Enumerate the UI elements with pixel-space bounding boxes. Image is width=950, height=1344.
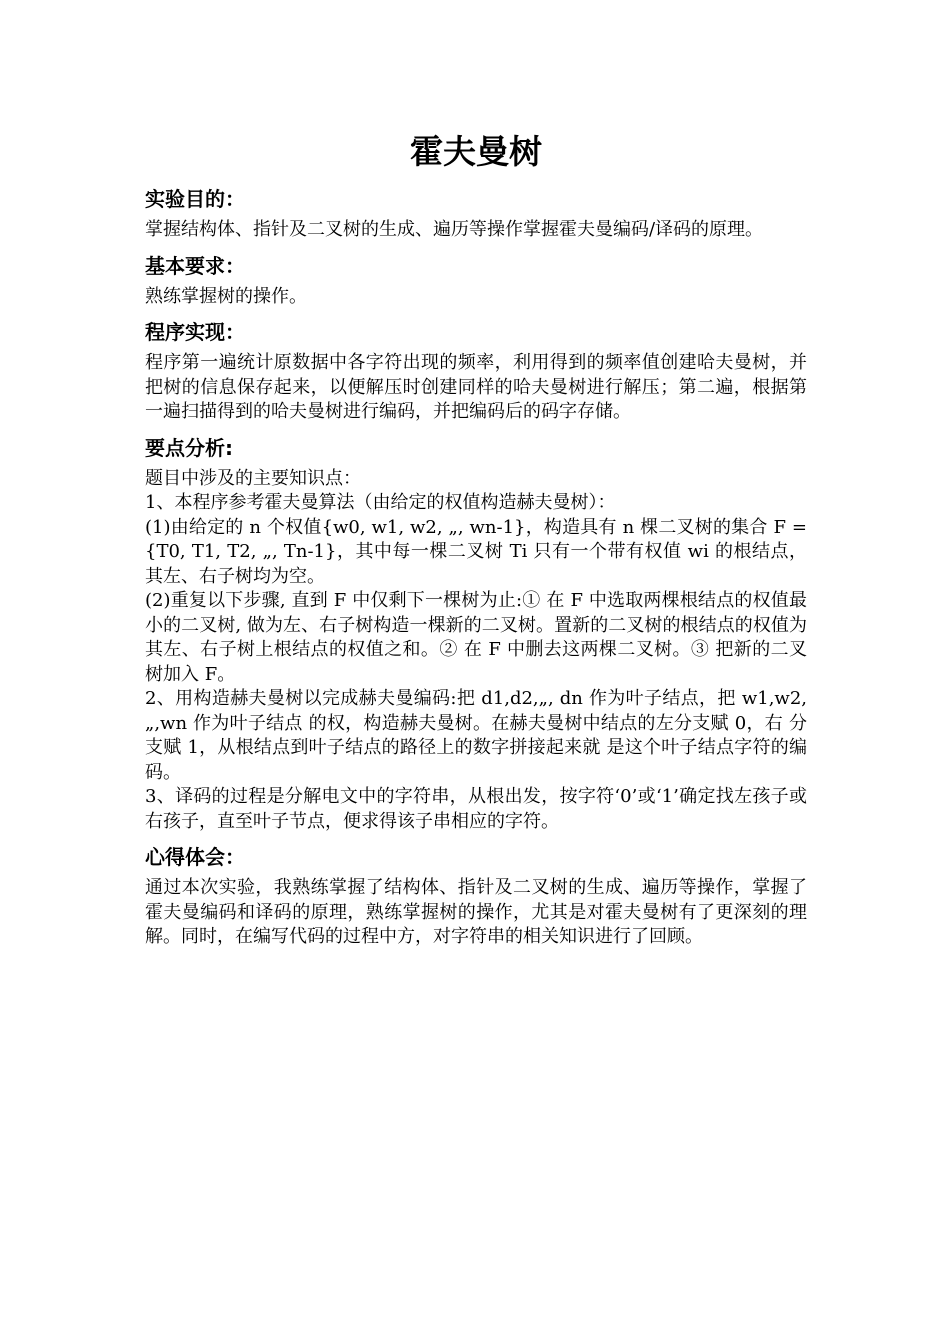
document-page [145, 128, 807, 950]
section-heading: 基本要求： [145, 253, 245, 278]
section-heading: 实验目的： [145, 187, 245, 211]
section-paragraph: (2)重复以下步骤, 直到 F 中仅剩下一棵树为止:① 在 F 中选取两棵根结点的权值最小的二叉树, 做为左、右子树构造一棵新的二叉树。置新的二叉树的根结点的权值为其左、右子树上根结点的权值之和。② 在 F 中删去这两棵二叉树。③ 把新的二叉树加入 F。 [145, 590, 807, 685]
section-purpose [145, 184, 807, 243]
section-requirements [145, 251, 807, 310]
section-paragraph: 3、译码的过程是分解电文中的字符串，从根出发，按字符‘0’或‘1’确定找左孩子或右孩子，直至叶子节点，便求得该子串相应的字符。 [145, 786, 807, 832]
section-implementation [145, 317, 807, 425]
section-paragraph: (1)由给定的 n 个权值{w0, w1, w2, „, wn-1}，构造具有 n 棵二叉树的集合 F ={T0, T1, T2, „, Tn-1}，其中每一棵二叉树 Ti 只有一个带有权值 wi 的根结点，其左、右子树均为空。 [145, 516, 807, 587]
section-paragraph: 1、本程序参考霍夫曼算法（由给定的权值构造赫夫曼树）： [145, 492, 616, 513]
page-title: 霍夫曼树 [410, 132, 542, 171]
section-reflection [145, 842, 807, 950]
section-analysis [145, 433, 807, 835]
section-paragraph: 题目中涉及的主要知识点： [145, 467, 361, 489]
section-paragraph: 2、用构造赫夫曼树以完成赫夫曼编码:把 d1,d2,„, dn 作为叶子结点，把 w1,w2,„,wn 作为叶子结点 的权，构造赫夫曼树。在赫夫曼树中结点的左分支赋 0，右 分支赋 1，从根结点到叶子结点的路径上的数字拼接起来就 是这个叶子结点字符的编码。 [145, 688, 807, 783]
section-paragraph: 熟练掌握树的操作。 [145, 285, 307, 307]
section-paragraph: 通过本次实验，我熟练掌握了结构体、指针及二叉树的生成、遍历等操作，掌握了霍夫曼编码和译码的原理，熟练掌握树的操作，尤其是对霍夫曼树有了更深刻的理解。同时，在编写代码的过程中方，对字符串的相关知识进行了回顾。 [145, 877, 807, 947]
section-heading: 心得体会： [145, 845, 245, 869]
section-heading: 程序实现： [145, 320, 245, 344]
section-heading: 要点分析: [145, 435, 233, 460]
section-paragraph: 掌握结构体、指针及二叉树的生成、遍历等操作掌握霍夫曼编码/译码的原理。 [145, 219, 764, 240]
section-paragraph: 程序第一遍统计原数据中各字符出现的频率，利用得到的频率值创建哈夫曼树，并把树的信息保存起来，以便解压时创建同样的哈夫曼树进行解压；第二遍，根据第一遍扫描得到的哈夫曼树进行编码，并把编码后的码字存储。 [145, 352, 807, 422]
